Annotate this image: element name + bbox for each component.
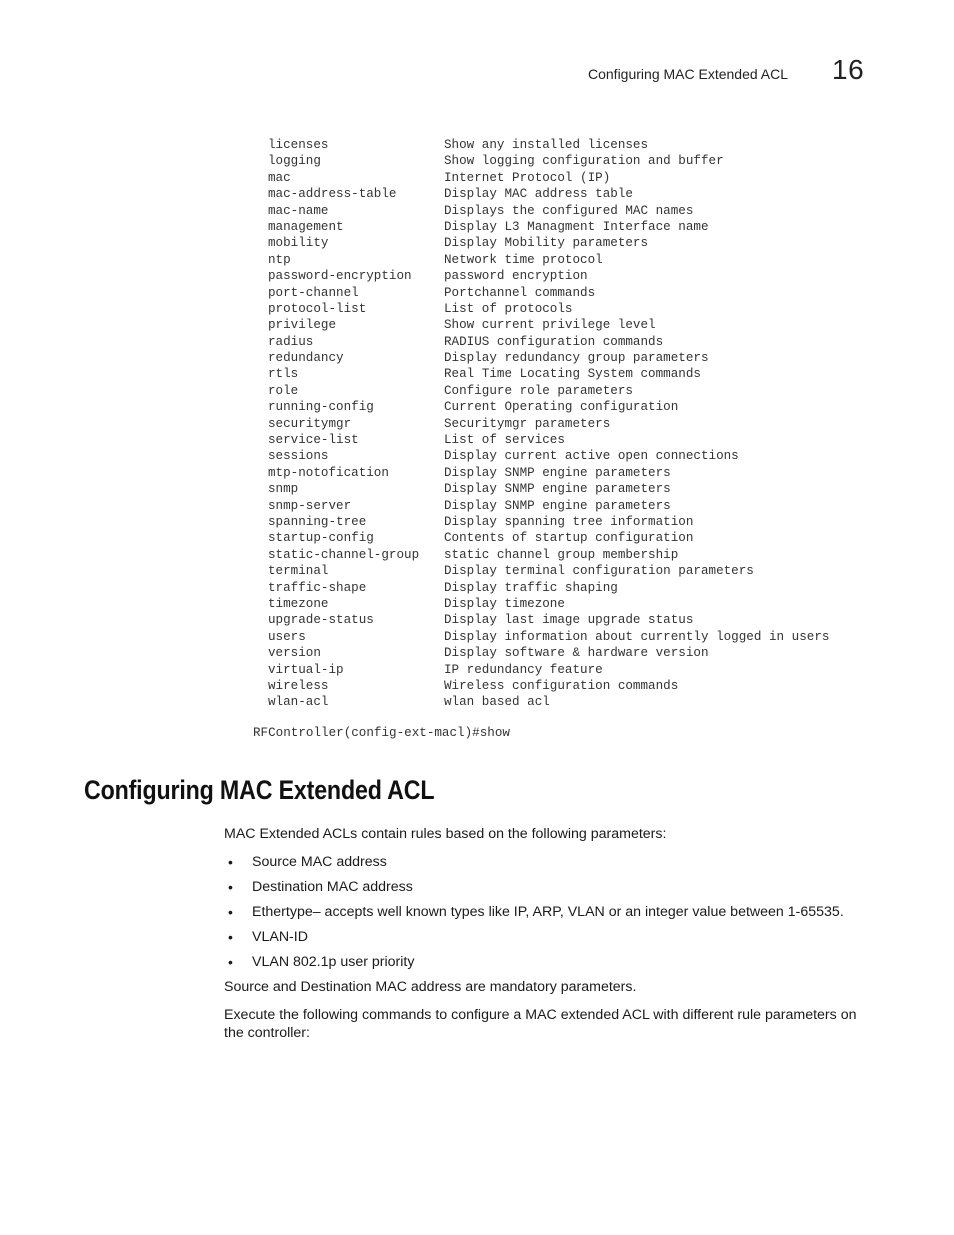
cli-description: Securitymgr parameters — [444, 416, 611, 431]
parameter-list — [224, 853, 884, 978]
cli-command: licenses — [268, 138, 329, 152]
cli-command: spanning-tree — [268, 514, 367, 529]
cli-command: securitymgr — [268, 416, 352, 431]
cli-command: mac-address-table — [268, 187, 397, 202]
cli-description: Real Time Locating System commands — [444, 367, 701, 382]
cli-command: role — [268, 383, 299, 398]
list-item — [224, 928, 884, 953]
cli-description: Configure role parameters — [444, 383, 633, 398]
section-heading: Configuring MAC Extended ACL — [84, 775, 435, 805]
cli-description: Display SNMP engine parameters — [444, 465, 671, 480]
cli-description: Display traffic shaping — [444, 580, 618, 595]
cli-description: Network time protocol — [444, 252, 603, 267]
cli-description: Contents of startup configuration — [444, 531, 694, 546]
cli-command: snmp-server — [268, 498, 352, 513]
cli-command: management — [268, 219, 344, 234]
cli-description: Display Mobility parameters — [444, 236, 649, 251]
cli-command: static-channel-group — [268, 547, 420, 562]
cli-command: upgrade-status — [268, 613, 374, 628]
cli-description: Display terminal configuration parameters — [444, 564, 754, 579]
cli-command: virtual-ip — [268, 662, 344, 677]
cli-description: Show logging configuration and buffer — [444, 154, 724, 169]
mandatory-note: Source and Destination MAC address are mandatory parameters. — [224, 979, 637, 995]
cli-description: List of services — [444, 433, 565, 448]
cli-command: timezone — [268, 596, 329, 611]
cli-command: radius — [268, 334, 314, 349]
list-item — [224, 853, 884, 878]
cli-description: IP redundancy feature — [444, 662, 603, 677]
bullet-icon: • — [228, 879, 233, 895]
list-item-text: Destination MAC address — [252, 879, 413, 895]
cli-command: redundancy — [268, 351, 344, 366]
cli-command: traffic-shape — [268, 580, 367, 595]
cli-prompt: RFController(config-ext-macl)#show — [253, 726, 510, 740]
cli-description: Display software & hardware version — [444, 646, 709, 661]
list-item — [224, 903, 884, 928]
cli-command: startup-config — [268, 531, 374, 546]
cli-command: wlan-acl — [268, 695, 329, 710]
cli-description: Display L3 Managment Interface name — [444, 219, 709, 234]
bullet-icon: • — [228, 954, 233, 970]
running-header: Configuring MAC Extended ACL — [588, 66, 788, 82]
cli-description: List of protocols — [444, 301, 573, 316]
cli-command: password-encryption — [268, 269, 412, 284]
bullet-icon: • — [228, 904, 233, 920]
cli-command: terminal — [268, 564, 329, 579]
cli-description: Display SNMP engine parameters — [444, 482, 671, 497]
cli-description: wlan based acl — [444, 695, 550, 710]
cli-command: mac-name — [268, 203, 329, 218]
cli-command: mtp-notofication — [268, 465, 389, 480]
list-item-text: VLAN-ID — [252, 929, 308, 945]
cli-command: mac — [268, 170, 291, 185]
cli-command: version — [268, 646, 321, 661]
cli-description: Portchannel commands — [444, 285, 596, 300]
cli-command: users — [268, 629, 306, 644]
cli-description: password encryption — [444, 269, 588, 284]
cli-description: Display MAC address table — [444, 187, 633, 202]
cli-description: Display last image upgrade status — [444, 613, 694, 628]
intro-paragraph: MAC Extended ACLs contain rules based on the following parameters: — [224, 826, 667, 842]
cli-command: mobility — [268, 236, 329, 251]
list-item — [224, 953, 884, 978]
cli-description: Displays the configured MAC names — [444, 203, 694, 218]
cli-description: Display redundancy group parameters — [444, 351, 709, 366]
cli-command: port-channel — [268, 285, 359, 300]
cli-command: rtls — [268, 367, 299, 382]
cli-command: snmp — [268, 482, 299, 497]
list-item-text: Source MAC address — [252, 854, 387, 870]
cli-description: Wireless configuration commands — [444, 678, 679, 693]
bullet-icon: • — [228, 929, 233, 945]
cli-description: Display SNMP engine parameters — [444, 498, 671, 513]
cli-command: service-list — [268, 433, 359, 448]
cli-description: RADIUS configuration commands — [444, 334, 664, 349]
cli-description: Display current active open connections — [444, 449, 739, 464]
cli-command: privilege — [268, 318, 337, 333]
cli-description: Internet Protocol (IP) — [444, 170, 611, 185]
cli-description: Show current privilege level — [444, 318, 656, 333]
cli-description: static channel group membership — [444, 547, 679, 562]
cli-command: sessions — [268, 449, 329, 464]
list-item-text: VLAN 802.1p user priority — [252, 954, 415, 970]
cli-command: protocol-list — [268, 301, 367, 316]
list-item-text: Ethertype– accepts well known types like IP, ARP, VLAN or an integer value between 1-65535. — [252, 904, 844, 920]
cli-command: wireless — [268, 678, 329, 693]
cli-description: Current Operating configuration — [444, 400, 679, 415]
chapter-number: 16 — [832, 54, 865, 85]
cli-description: Display information about currently logged in users — [444, 629, 830, 644]
bullet-icon: • — [228, 854, 233, 870]
cli-description: Display timezone — [444, 596, 565, 611]
cli-command: ntp — [268, 252, 291, 267]
cli-description: Show any installed licenses — [444, 138, 649, 152]
cli-command: logging — [268, 154, 321, 169]
execute-note: Execute the following commands to configure a MAC extended ACL with different rule parameters on the controller: — [224, 1007, 857, 1041]
cli-description: Display spanning tree information — [444, 514, 694, 529]
list-item — [224, 878, 884, 903]
cli-command: running-config — [268, 400, 374, 415]
